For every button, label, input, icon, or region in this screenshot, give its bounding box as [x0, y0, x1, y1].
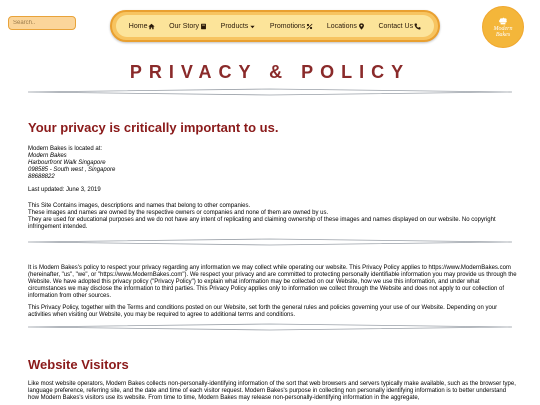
nav-item-label: Contact Us: [378, 22, 414, 30]
nav-item-products[interactable]: [221, 23, 257, 30]
images-disclaimer: [28, 203, 518, 231]
policy-paragraph: It is Modern Bakes's policy to respect your privacy regarding any information we may collect while operating our website. This Privacy Policy applies to https://www.ModernBakes.com (hereinafter, "us", "we", or "https://www.ModernBakes.com"). We respect your privacy and are committed to protecting personally identifiable information you may provide us through the Website. We have adopted this privacy policy ("Privacy Policy") to explain what information may be collected on our Website, how we use this information, and under what circumstances we may disclose the information to third parties. This Privacy Policy applies only to information we collect through the Website and does not apply to our collection of information from other sources.: [28, 265, 517, 299]
caret-down-icon: [249, 23, 256, 30]
address-line: Modern Bakes: [28, 153, 67, 159]
percent-icon: [306, 23, 313, 30]
visitors-paragraph: Like most website operators, Modern Bakes collects non-personally-identifying information of the sort that web browsers and servers typically make available, such as the browser type, language preference, referring site, and the date and time of each visitor request. Modern Bakes's purpose in collecting non personally identifying information is to better understand how Modern Bakes's visitors use its website. From time to time, Modern Bakes may release non-personally-identifying information in the aggregate,: [28, 381, 516, 401]
website-visitors-heading: Website Visitors: [28, 357, 129, 372]
search-input[interactable]: [8, 16, 76, 30]
address-line: 88688822: [28, 174, 55, 180]
disclaimer-line: They are used for educational purposes and we do not have any intent of replicating and claiming ownership of these images and names displayed on our website. No copyright infringement intended.: [28, 217, 496, 230]
disclaimer-line: These images and names are owned by the respective owners or companies and none of them are owned by us.: [28, 210, 329, 216]
nav-item-label: Home: [128, 22, 148, 30]
address-line: Harbourfront Walk Singapore: [28, 160, 106, 166]
divider: [28, 88, 512, 96]
disclaimer-line: This Site Contains images, descriptions and names that belong to other companies.: [28, 203, 251, 209]
phone-icon: [414, 23, 421, 30]
located-at-text: Modern Bakes is located at:: [28, 146, 103, 152]
nav-item-label: Products: [220, 22, 249, 30]
map-marker-icon: [358, 23, 365, 30]
nav-item-contact-us[interactable]: [378, 23, 421, 30]
nav-item-home[interactable]: [129, 23, 156, 30]
location-block: [28, 146, 518, 181]
policy-paragraph: This Privacy Policy, together with the Terms and conditions posted on our Website, set forth the general rules and policies governing your use of our Website. Depending on your activities when visiting our Website, you may be required to agree to additional terms and conditions.: [28, 305, 498, 318]
nav-item-label: Promotions: [269, 22, 306, 30]
nav-item-label: Our Story: [169, 22, 200, 30]
nav-item-locations[interactable]: [327, 23, 365, 30]
home-icon: [148, 23, 155, 30]
last-updated-text: Last updated: June 3, 2019: [28, 187, 101, 193]
nav-item-label: Locations: [326, 22, 357, 30]
page-title: PRIVACY & POLICY: [129, 62, 411, 82]
privacy-heading: Your privacy is critically important to us.: [28, 120, 279, 135]
logo[interactable]: [482, 6, 524, 48]
book-icon: [200, 23, 207, 30]
divider: [28, 323, 512, 331]
logo-text-line1: Modern: [493, 25, 513, 32]
divider: [28, 238, 512, 246]
logo-text-line2: Bakes: [495, 31, 511, 38]
nav-bar: [116, 15, 434, 37]
nav-item-our-story[interactable]: [169, 23, 207, 30]
address-line: 098585 - South west , Singapore: [28, 167, 116, 173]
main-nav: [110, 10, 440, 42]
chef-hat-icon: [498, 17, 508, 25]
nav-item-promotions[interactable]: [270, 23, 313, 30]
